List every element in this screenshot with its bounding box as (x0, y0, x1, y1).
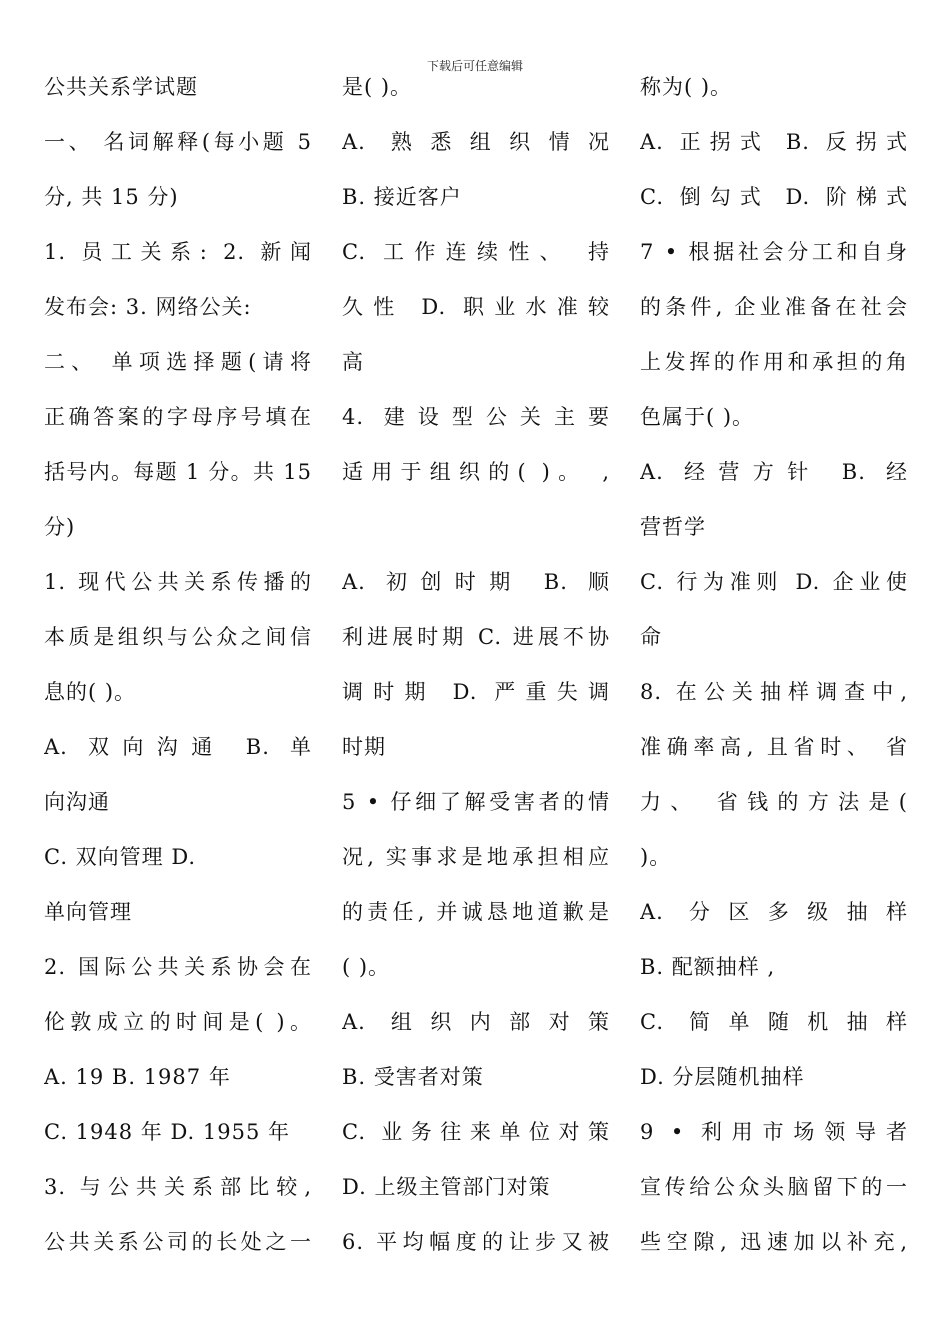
text-line: 的条件, 企业准备在社会 (640, 295, 908, 319)
text-line: B. 接近客户 (342, 185, 462, 209)
text-line: C. 倒勾式 D. 阶梯式 (640, 185, 908, 209)
text-line: 是( )。 (342, 75, 413, 99)
text-line: 营哲学 (640, 515, 706, 539)
text-line: )。 (640, 845, 672, 869)
text-line: 高 (342, 350, 364, 374)
text-line: 伦敦成立的时间是( )。 (44, 1010, 312, 1034)
text-line: 些空隙, 迅速加以补充, (640, 1230, 908, 1254)
text-line: 况, 实事求是地承担相应 (342, 845, 610, 869)
text-line: 命 (640, 625, 662, 649)
text-line: 分, 共 15 分) (44, 185, 179, 209)
text-line: 公共关系公司的长处之一 (44, 1230, 312, 1254)
text-line: 单向管理 (44, 900, 132, 924)
text-line: 上发挥的作用和承担的角 (640, 350, 908, 374)
text-line: B. 配额抽样 , (640, 955, 776, 979)
text-line: C. 双向管理 D. (44, 845, 197, 869)
text-line: 发布会: 3. 网络公关: (44, 295, 252, 319)
text-line: 色属于( )。 (640, 405, 755, 429)
text-line: B. 受害者对策 (342, 1065, 484, 1089)
column-2 (342, 60, 610, 1270)
text-line: 的责任, 并诚恳地道歉是 (342, 900, 610, 924)
text-line: 向沟通 (44, 790, 110, 814)
text-line: 宣传给公众头脑留下的一 (640, 1175, 908, 1199)
text-line: 括号内。每题 1 分。共 15 (44, 460, 312, 484)
text-line: 公共关系学试题 (44, 75, 198, 99)
text-line: ( )。 (342, 955, 391, 979)
text-line: 2. 国际公共关系协会在 (44, 955, 312, 979)
text-line (342, 500, 610, 555)
column-1 (44, 60, 312, 1270)
text-line: 适用于组织的( )。 , (342, 460, 610, 484)
text-line: 准确率高, 且省时、 省 (640, 735, 908, 759)
text-line: 1. 员工关系: 2. 新闻 (44, 240, 312, 264)
text-line: 4. 建设型公关主要 (342, 405, 610, 429)
text-line: 7 • 根据社会分工和自身 (640, 240, 908, 264)
text-line: C. 行为准则 D. 企业使 (640, 570, 908, 594)
text-line: A. 分区多级抽样 (640, 900, 908, 924)
text-line: A. 初创时期 B. 顺 (342, 570, 610, 594)
text-line: 5 • 仔细了解受害者的情 (342, 790, 610, 814)
text-line: 正确答案的字母序号填在 (44, 405, 312, 429)
text-line: A. 19 B. 1987 年 (44, 1065, 231, 1089)
text-line: D. 分层随机抽样 (640, 1065, 805, 1089)
text-line: 分) (44, 515, 76, 539)
text-line: 3. 与公共关系部比较, (44, 1175, 312, 1199)
column-3 (640, 60, 908, 1270)
page-header: 下载后可任意编辑 (426, 59, 523, 73)
text-line: A. 正拐式 B. 反拐式 (640, 130, 908, 154)
text-line: 1. 现代公共关系传播的 (44, 570, 312, 594)
text-line: 本质是组织与公众之间信 (44, 625, 312, 649)
text-line: 9 • 利用市场领导者 (640, 1120, 908, 1144)
text-line: 调时期 D. 严重失调 (342, 680, 610, 704)
text-line: 久性 D. 职业水准较 (342, 295, 610, 319)
text-line: 时期 (342, 735, 386, 759)
text-line: 称为( )。 (640, 75, 733, 99)
text-line: A. 组织内部对策 (342, 1010, 610, 1034)
text-line: C. 业务往来单位对策 (342, 1120, 610, 1144)
text-line: A. 熟悉组织情况 (342, 130, 610, 154)
text-line: 6. 平均幅度的让步又被 (342, 1230, 610, 1254)
text-line: 一、 名词解释(每小题 5 (44, 130, 312, 154)
text-line: A. 经营方针 B. 经 (640, 460, 908, 484)
text-line: 二、 单项选择题(请将 (44, 350, 312, 374)
text-line: A. 双向沟通 B. 单 (44, 735, 312, 759)
text-line: 力、 省钱的方法是( (640, 790, 908, 814)
text-line: 8. 在公关抽样调查中, (640, 680, 908, 704)
text-line: 利进展时期 C. 进展不协 (342, 625, 610, 649)
text-line: 息的( )。 (44, 680, 137, 704)
text-line: C. 简单随机抽样 (640, 1010, 908, 1034)
text-line: C. 1948 年 D. 1955 年 (44, 1120, 291, 1144)
text-line: D. 上级主管部门对策 (342, 1175, 551, 1199)
text-line: C. 工作连续性、 持 (342, 240, 610, 264)
